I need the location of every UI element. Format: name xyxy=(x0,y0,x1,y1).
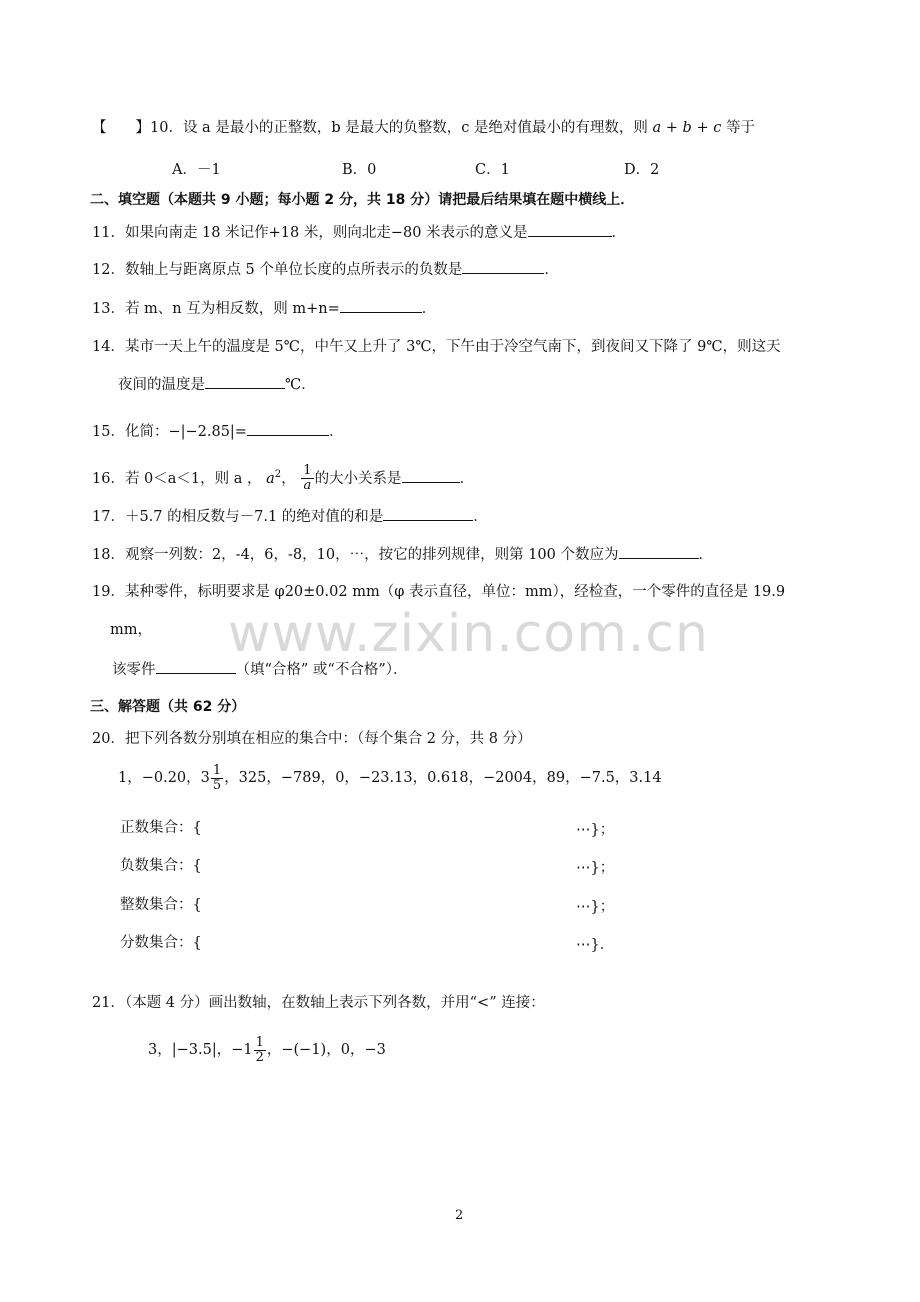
answer-blank[interactable] xyxy=(402,468,460,483)
question-10 xyxy=(92,118,755,138)
question-14-text: 夜间的温度是 xyxy=(118,377,205,393)
option-c: C．1 xyxy=(475,162,510,178)
option-d: D．2 xyxy=(624,162,660,178)
section-3-title: 三、解答题（共 62 分） xyxy=(90,699,246,715)
answer-blank[interactable] xyxy=(619,544,699,559)
fraction-numerator: 1 xyxy=(212,762,222,778)
period: ． xyxy=(421,301,437,317)
fraction-numerator: 1 xyxy=(255,1034,264,1050)
comma: ， xyxy=(281,470,296,487)
question-17 xyxy=(92,506,488,527)
question-10-text: 10．设 a 是最小的正整数，b 是最大的负整数，c 是绝对值最小的有理数，则 xyxy=(150,120,648,136)
fraction-one-half xyxy=(254,1036,266,1065)
option-b: B．0 xyxy=(342,162,377,178)
page-number: 2 xyxy=(455,1208,464,1223)
question-10-tail: 等于 xyxy=(725,120,755,136)
set-positive-end: ⋯}； xyxy=(576,822,615,838)
question-11-text: 11．如果向南走 18 米记作+18 米，则向北走−80 米表示的意义是 xyxy=(92,225,528,241)
question-18-text: 18．观察一列数：2，-4，6，-8，10，⋯，按它的排列规律，则第 100 个数应为 xyxy=(92,547,619,563)
set-negative-label: 负数集合：{ xyxy=(120,858,202,874)
numbers-pre: 3，|−3.5|，−1 xyxy=(148,1042,253,1058)
question-12-text: 12．数轴上与距离原点 5 个单位长度的点所表示的负数是 xyxy=(92,262,463,278)
answer-blank[interactable] xyxy=(383,506,473,521)
fraction-denominator: 5 xyxy=(212,777,222,793)
fraction-denominator: a xyxy=(303,478,312,494)
answer-blank[interactable] xyxy=(156,659,236,674)
answer-blank[interactable] xyxy=(528,222,612,237)
period: ． xyxy=(459,470,475,487)
question-19-text: 该零件 xyxy=(112,662,156,678)
question-20-title: 20．把下列各数分别填在相应的集合中：（每个集合 2 分，共 8 分） xyxy=(92,731,532,747)
question-18 xyxy=(92,544,713,565)
numbers-post: ，325，−789，0，−23.13，0.618，−2004，89，−7.5，3.14 xyxy=(224,770,662,786)
question-14-line-1: 14．某市一天上午的温度是 5℃，中午又上升了 3℃，下午由于冷空气南下，到夜间又下降了 9℃，则这天 xyxy=(92,339,781,355)
period: ． xyxy=(473,509,488,525)
question-14-line-2 xyxy=(118,374,316,395)
question-12 xyxy=(92,259,559,280)
question-13-text: 13．若 m、n 互为相反数，则 m+n= xyxy=(92,301,340,317)
fraction-denominator: 2 xyxy=(255,1049,264,1065)
set-positive-label: 正数集合：{ xyxy=(120,820,202,836)
question-16 xyxy=(92,460,474,494)
answer-blank[interactable] xyxy=(340,298,422,313)
period: ． xyxy=(544,262,559,278)
question-19-line-2: mm， xyxy=(110,622,152,638)
question-21-title: 21．（本题 4 分）画出数轴，在数轴上表示下列各数，并用“<” 连接： xyxy=(92,995,545,1011)
degree-unit: ℃． xyxy=(285,377,316,393)
period: ． xyxy=(698,547,713,563)
numbers-post: ，−(−1)，0，−3 xyxy=(266,1042,386,1058)
question-16-pre: 16．若 0＜a＜1，则 a ， xyxy=(92,470,262,487)
period: ． xyxy=(611,225,627,241)
period: ． xyxy=(328,424,344,440)
question-19-line-1: 19．某种零件，标明要求是 φ20±0.02 mm（φ 表示直径，单位：mm），经检查，一个零件的直径是 19.9 xyxy=(92,584,786,600)
section-2-title: 二、填空题（本题共 9 小题；每小题 2 分，共 18 分）请把最后结果填在题中横线上． xyxy=(90,192,635,208)
set-integer-end: ⋯}； xyxy=(576,899,615,915)
question-21-numbers xyxy=(148,1034,386,1066)
question-15 xyxy=(92,421,343,442)
question-11 xyxy=(92,222,626,243)
question-13 xyxy=(92,298,436,319)
mixed-number-whole: 3 xyxy=(200,770,210,786)
answer-bracket: 【 】 xyxy=(92,120,150,136)
question-17-text: 17．＋5.7 的相反数与－7.1 的绝对值的和是 xyxy=(92,509,384,525)
question-16-a: a xyxy=(266,470,275,487)
question-19-post: （填“合格” 或“不合格”）． xyxy=(235,662,408,678)
question-15-text: 15．化简：−|−2.85|= xyxy=(92,424,247,440)
numbers-pre: 1，−0.20， xyxy=(118,770,201,786)
mixed-number-fraction xyxy=(211,764,223,793)
question-10-expr: a + b + c xyxy=(652,120,722,136)
answer-blank[interactable] xyxy=(247,421,329,436)
option-a: A．－1 xyxy=(172,162,221,178)
fraction-one-over-a xyxy=(301,464,313,493)
answer-blank[interactable] xyxy=(205,374,285,389)
set-integer-label: 整数集合：{ xyxy=(120,897,202,913)
watermark: www.zixin.com.cn xyxy=(228,604,709,664)
question-20-numbers xyxy=(118,762,662,794)
exponent: 2 xyxy=(274,469,282,480)
fraction-numerator: 1 xyxy=(303,463,312,479)
question-16-post: 的大小关系是 xyxy=(314,470,402,487)
set-fraction-label: 分数集合：{ xyxy=(120,935,202,951)
question-19-line-3 xyxy=(112,659,408,680)
set-negative-end: ⋯}； xyxy=(576,860,615,876)
answer-blank[interactable] xyxy=(462,259,544,274)
set-fraction-end: ⋯}． xyxy=(576,937,615,953)
